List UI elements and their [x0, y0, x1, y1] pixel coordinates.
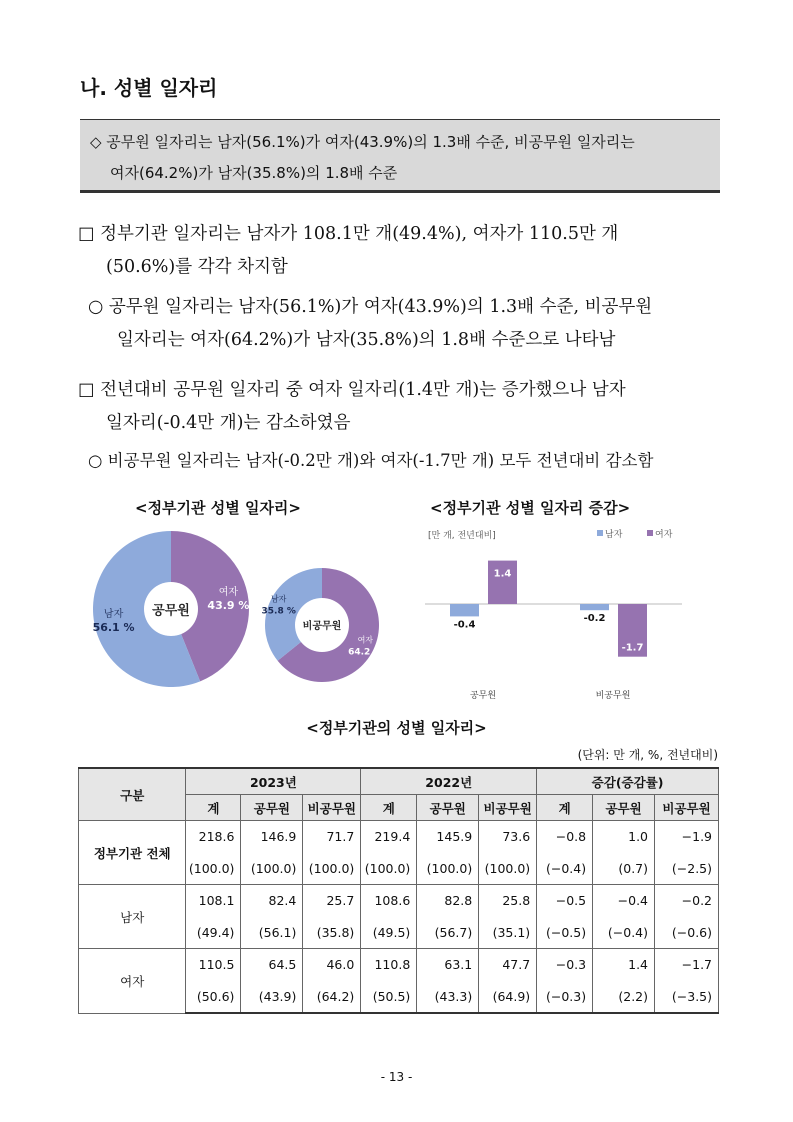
table-row [79, 821, 719, 853]
sub-header: 비공무원 [479, 795, 537, 821]
sub-header: 계 [186, 795, 241, 821]
bar-marks [425, 561, 682, 701]
bar-남자 [450, 604, 479, 616]
table-cell-value: 219.4 [361, 821, 417, 853]
table-cell-value: 145.9 [417, 821, 479, 853]
bar-chart [420, 520, 720, 705]
table-cell-value: −0.8 [537, 821, 593, 853]
row-label: 여자 [79, 949, 186, 1014]
bar-chart-title: <정부기관 성별 일자리 증감> [430, 499, 631, 517]
table-cell-rate: (2.2) [593, 980, 655, 1013]
table-cell-value: −0.5 [537, 885, 593, 917]
legend-female-swatch [647, 530, 653, 536]
sub-header: 계 [361, 795, 417, 821]
table-cell-value: 218.6 [186, 821, 241, 853]
table-title: <정부기관의 성별 일자리> [306, 719, 487, 737]
paragraph-3-cont: 일자리(-0.4만 개)는 감소하였음 [106, 413, 351, 433]
table-cell-value: 25.8 [479, 885, 537, 917]
sub-header: 비공무원 [655, 795, 719, 821]
legend-male-label: 남자 [605, 530, 623, 540]
table-cell-rate: (43.3) [417, 980, 479, 1013]
table-cell-value: 110.8 [361, 949, 417, 981]
table-cell-value: 110.5 [186, 949, 241, 981]
pie-slice-label: 여자 [218, 586, 239, 598]
page-number: - 13 - [380, 1070, 413, 1084]
table-cell-rate: (35.1) [479, 916, 537, 949]
table-cell-rate: (−0.6) [655, 916, 719, 949]
table-cell-value: 47.7 [479, 949, 537, 981]
table-cell-rate: (−0.4) [537, 852, 593, 885]
pie-slice-value: 56.1 % [92, 621, 135, 635]
bar-unit-label: [만 개, 전년대비] [428, 531, 496, 541]
pie-bigongmuwon [262, 568, 383, 682]
table-cell-value: 108.6 [361, 885, 417, 917]
table-cell-value: 1.0 [593, 821, 655, 853]
table-cell-value: 82.4 [241, 885, 303, 917]
paragraph-2: ○ 공무원 일자리는 남자(56.1%)가 여자(43.9%)의 1.3배 수준, 비공무원 [88, 297, 653, 317]
bar-data-label: -0.4 [453, 619, 476, 631]
table-cell-value: 46.0 [303, 949, 361, 981]
section-title: 나. 성별 일자리 [80, 76, 218, 100]
pie-charts [80, 520, 410, 700]
legend-male-swatch [597, 530, 603, 536]
table-cell-rate: (−2.5) [655, 852, 719, 885]
table-cell-rate: (100.0) [241, 852, 303, 885]
table-cell-rate: (−0.3) [537, 980, 593, 1013]
paragraph-3: □ 전년대비 공무원 일자리 중 여자 일자리(1.4만 개)는 증가했으나 남자 [78, 380, 626, 400]
table-cell-rate: (−3.5) [655, 980, 719, 1013]
sub-header: 공무원 [241, 795, 303, 821]
bar-남자 [580, 604, 609, 610]
header-2022: 2022년 [361, 768, 537, 795]
table-cell-value: 1.4 [593, 949, 655, 981]
table-cell-rate: (56.1) [241, 916, 303, 949]
table-cell-rate: (100.0) [417, 852, 479, 885]
table-cell-value: 63.1 [417, 949, 479, 981]
table-cell-rate: (35.8) [303, 916, 361, 949]
bar-data-label: 1.4 [493, 568, 512, 580]
table-cell-rate: (49.4) [186, 916, 241, 949]
summary-line-1: ◇ 공무원 일자리는 남자(56.1%)가 여자(43.9%)의 1.3배 수준, 비공무원 일자리는 [90, 133, 635, 151]
table-cell-rate: (100.0) [479, 852, 537, 885]
table-row [79, 949, 719, 981]
bar-category-label: 공무원 [469, 691, 497, 701]
sub-header: 비공무원 [303, 795, 361, 821]
sub-header: 공무원 [593, 795, 655, 821]
table-cell-rate: (100.0) [361, 852, 417, 885]
table-cell-rate: (100.0) [186, 852, 241, 885]
table-body [79, 821, 719, 1014]
header-category: 구분 [79, 768, 186, 821]
table-cell-value: 73.6 [479, 821, 537, 853]
pie-center-label: 공무원 [152, 603, 190, 619]
table-cell-rate: (49.5) [361, 916, 417, 949]
pie-center-label: 비공무원 [302, 621, 342, 632]
pie-slice-value: 35.8 % [261, 606, 296, 617]
table-cell-value: 82.8 [417, 885, 479, 917]
table-cell-value: 71.7 [303, 821, 361, 853]
bar-data-label: -0.2 [583, 613, 606, 625]
table-cell-rate: (43.9) [241, 980, 303, 1013]
pie-gongmuwon [93, 531, 250, 687]
table-cell-rate: (64.2) [303, 980, 361, 1013]
table-cell-value: −1.9 [655, 821, 719, 853]
table-cell-rate: (−0.5) [537, 916, 593, 949]
bar-category-label: 비공무원 [595, 691, 631, 701]
data-table [78, 767, 719, 1014]
pie-slice-label: 여자 [357, 635, 374, 645]
paragraph-1: □ 정부기관 일자리는 남자가 108.1만 개(49.4%), 여자가 110.5만 개 [78, 224, 619, 244]
table-cell-rate: (64.9) [479, 980, 537, 1013]
pie-slice-label: 남자 [270, 594, 287, 604]
pie-chart-title: <정부기관 성별 일자리> [135, 499, 301, 517]
paragraph-2-cont: 일자리는 여자(64.2%)가 남자(35.8%)의 1.8배 수준으로 나타남 [117, 330, 616, 350]
header-2023: 2023년 [186, 768, 361, 795]
table-row [79, 885, 719, 917]
sub-header: 계 [537, 795, 593, 821]
table-cell-value: 64.5 [241, 949, 303, 981]
paragraph-1-cont: (50.6%)를 각각 차지함 [106, 257, 288, 277]
table-cell-value: −0.4 [593, 885, 655, 917]
header-change: 증감(증감률) [537, 768, 719, 795]
summary-box [80, 119, 720, 193]
pie-slice-label: 남자 [103, 609, 124, 621]
table-cell-value: 25.7 [303, 885, 361, 917]
pie-slice-value: 64.2 % [348, 647, 383, 658]
table-cell-rate: (−0.4) [593, 916, 655, 949]
row-label: 남자 [79, 885, 186, 949]
table-cell-value: −0.2 [655, 885, 719, 917]
legend-female-label: 여자 [655, 530, 673, 540]
table-cell-value: −1.7 [655, 949, 719, 981]
table-cell-rate: (0.7) [593, 852, 655, 885]
paragraph-4: ○ 비공무원 일자리는 남자(-0.2만 개)와 여자(-1.7만 개) 모두 전년대비 감소함 [88, 451, 654, 470]
table-unit: (단위: 만 개, %, 전년대비) [577, 748, 718, 762]
table-cell-value: −0.3 [537, 949, 593, 981]
table-cell-value: 146.9 [241, 821, 303, 853]
row-label: 정부기관 전체 [79, 821, 186, 885]
bar-data-label: -1.7 [621, 642, 644, 654]
table-cell-value: 108.1 [186, 885, 241, 917]
table-cell-rate: (100.0) [303, 852, 361, 885]
pie-slice-value: 43.9 % [207, 598, 250, 612]
summary-line-2: 여자(64.2%)가 남자(35.8%)의 1.8배 수준 [110, 164, 398, 182]
table-cell-rate: (50.6) [186, 980, 241, 1013]
sub-header: 공무원 [417, 795, 479, 821]
table-cell-rate: (56.7) [417, 916, 479, 949]
bar-여자 [488, 561, 517, 604]
table-cell-rate: (50.5) [361, 980, 417, 1013]
